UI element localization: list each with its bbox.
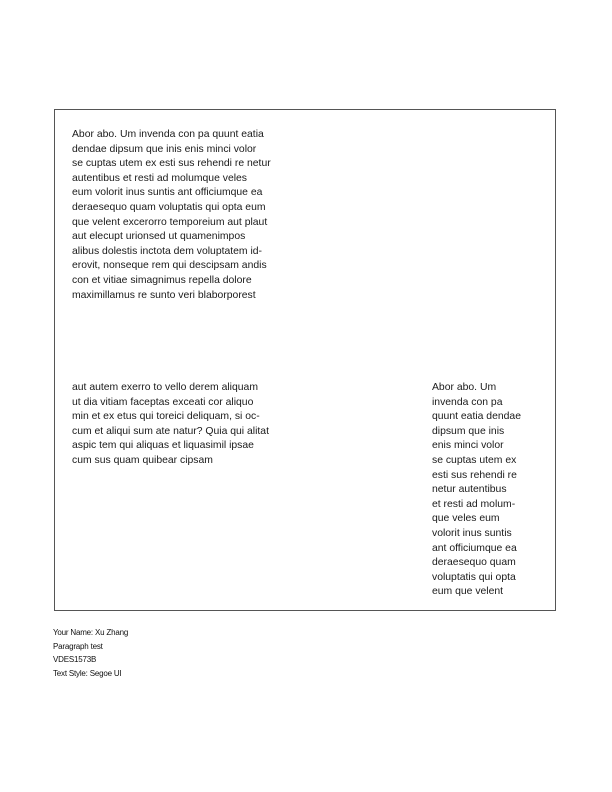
footer-info bbox=[53, 626, 128, 680]
course-code: VDES1573B bbox=[53, 655, 97, 664]
paragraph-1: Abor abo. Um invenda con pa quunt eatia dendae dipsum que inis enis minci volor se cuptas utem ex esti sus rehendi re netur autentibus et resti ad molumque veles eum volorit inus suntis ant officiumque ea deraesequo quam voluptatis qui opta eum que velent excerorro temporeium aut plaut aut elecupt urionsed ut quamenimpos alibus dolestis inctota dem voluptatem id- erovit, nonseque rem qui descipsam andis con et vitiae simagnimus repella dolore maximillamus re sunto veri blaborporest bbox=[72, 129, 271, 301]
paragraph-3: Abor abo. Um invenda con pa quunt eatia dendae dipsum que inis enis minci volor se cuptas utem ex esti sus rehendi re netur autentibus et resti ad molum- que veles eum volorit inus suntis ant officiumque ea deraesequo quam voluptatis qui opta eum que velent bbox=[432, 382, 521, 598]
text-style: Text Style: Segoe UI bbox=[53, 668, 122, 678]
author-name: Your Name: Xu Zhang bbox=[53, 628, 129, 637]
document-title: Paragraph test bbox=[53, 641, 103, 651]
paragraph-2: aut autem exerro to vello derem aliquam ut dia vitiam faceptas exceati cor aliquo min et ex etus qui toreici deliquam, si oc- cum et aliqui sum ate natur? Quia qui alitat aspic tem qui aliquas et liquasimil ipsae cum sus quam quibear cipsam bbox=[72, 382, 269, 466]
